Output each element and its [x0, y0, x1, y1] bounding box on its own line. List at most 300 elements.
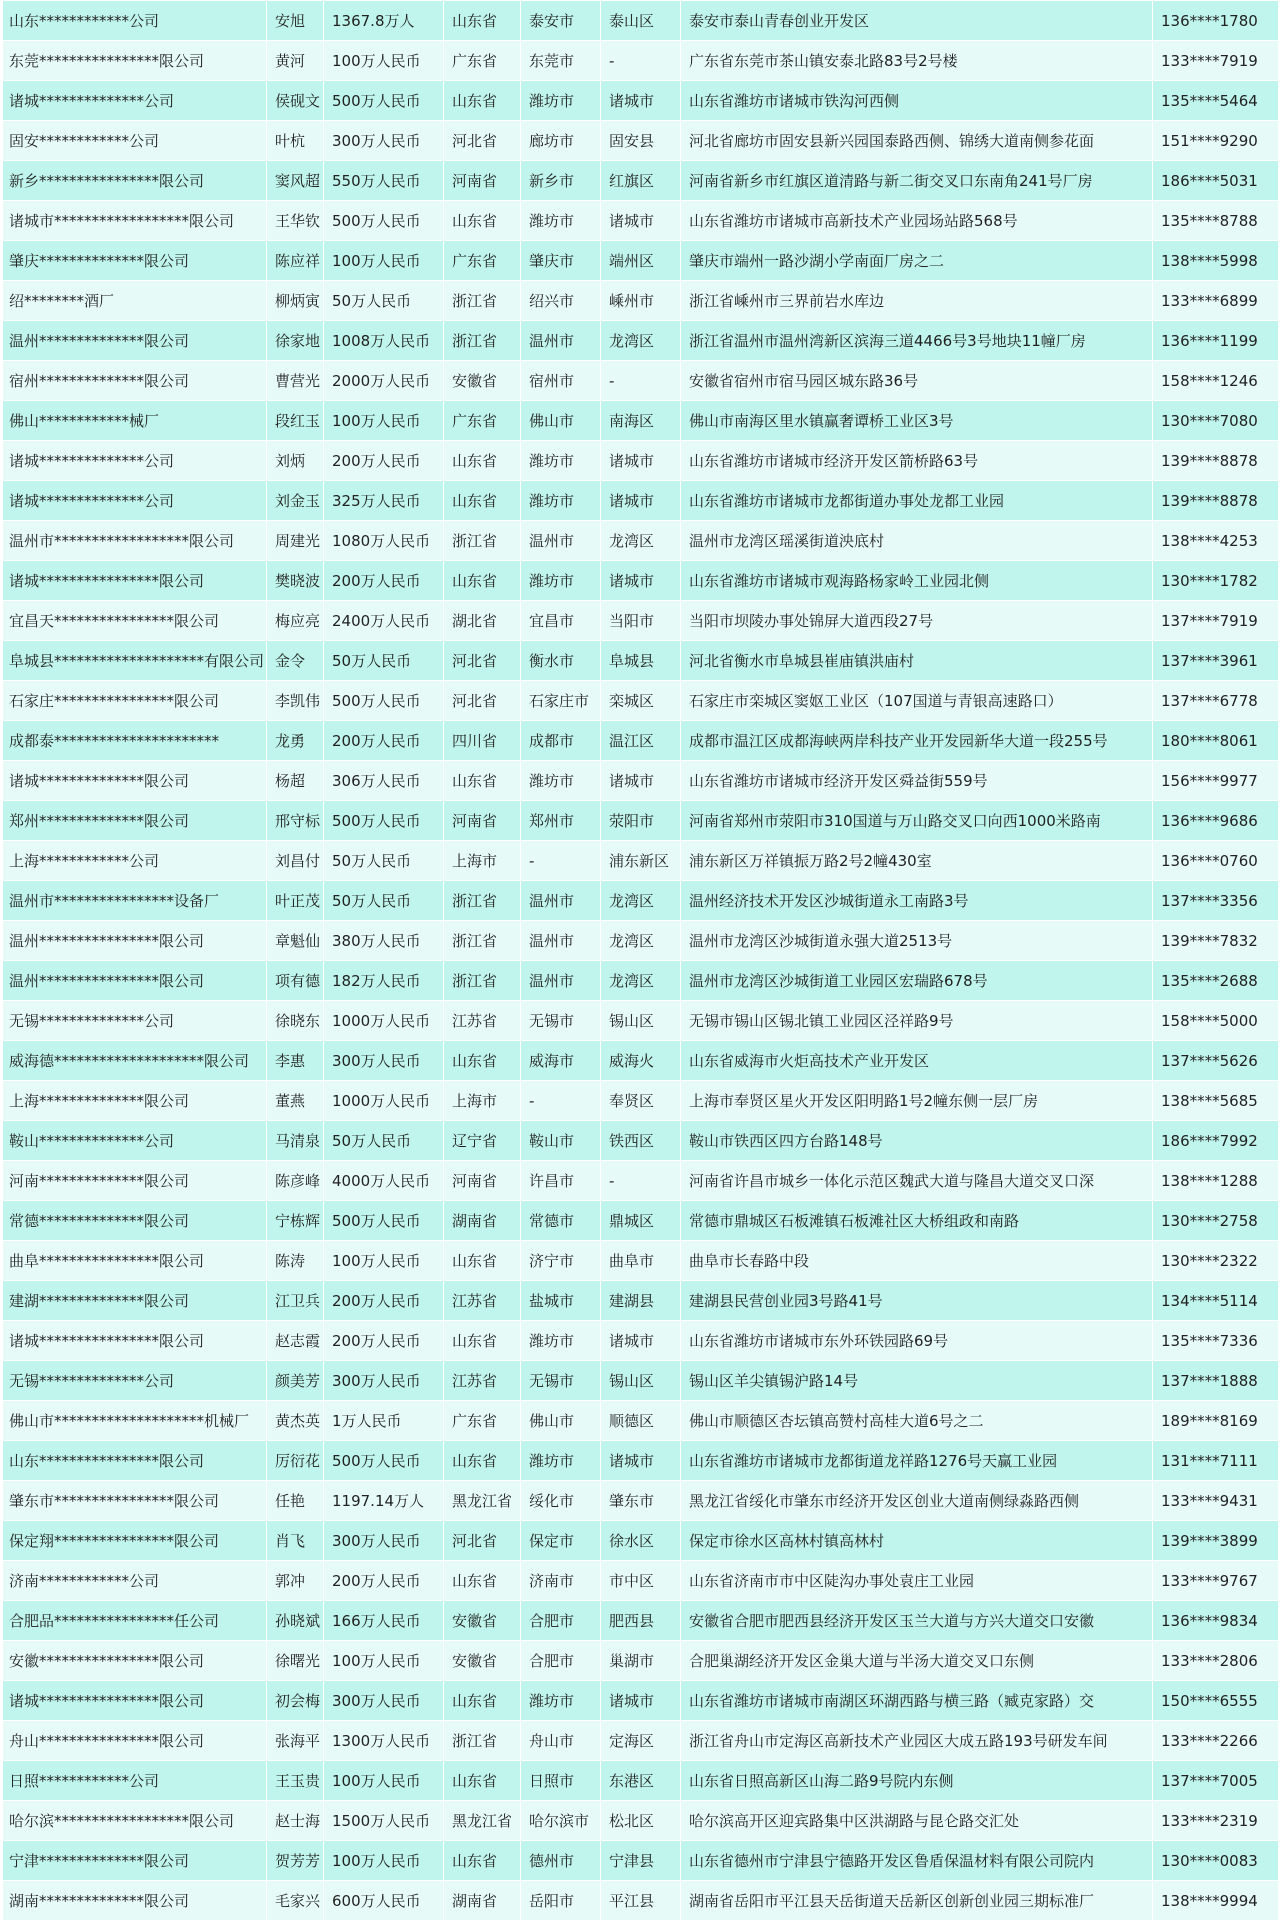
legal-person-cell: 李凯伟: [267, 681, 324, 721]
province-cell: 江苏省: [444, 1361, 521, 1401]
address-cell: 山东省日照高新区山海二路9号院内东侧: [681, 1761, 1153, 1801]
phone-cell: 131****7111: [1153, 1441, 1279, 1481]
table-row: [3, 361, 1279, 401]
province-cell: 广东省: [444, 241, 521, 281]
address-cell: 安徽省宿州市宿马园区城东路36号: [681, 361, 1153, 401]
company-name-cell: 诸城****************限公司: [3, 561, 267, 601]
phone-cell: 135****5464: [1153, 81, 1279, 121]
company-name-cell: 肇庆**************限公司: [3, 241, 267, 281]
registered-capital-cell: 1080万人民币: [324, 521, 444, 561]
registered-capital-cell: 500万人民币: [324, 681, 444, 721]
city-cell: 郑州市: [521, 801, 601, 841]
city-cell: 温州市: [521, 521, 601, 561]
table-row: [3, 81, 1279, 121]
legal-person-cell: 叶杭: [267, 121, 324, 161]
city-cell: 宜昌市: [521, 601, 601, 641]
city-cell: 佛山市: [521, 401, 601, 441]
city-cell: 石家庄市: [521, 681, 601, 721]
company-name-cell: 上海**************限公司: [3, 1081, 267, 1121]
company-name-cell: 河南**************限公司: [3, 1161, 267, 1201]
company-name-cell: 佛山************械厂: [3, 401, 267, 441]
address-cell: 山东省潍坊市诸城市龙都街道办事处龙都工业园: [681, 481, 1153, 521]
legal-person-cell: 杨超: [267, 761, 324, 801]
phone-cell: 134****5114: [1153, 1281, 1279, 1321]
company-name-cell: 诸城****************限公司: [3, 1681, 267, 1721]
phone-cell: 139****3899: [1153, 1521, 1279, 1561]
table-row: [3, 281, 1279, 321]
city-cell: 日照市: [521, 1761, 601, 1801]
province-cell: 浙江省: [444, 921, 521, 961]
district-cell: 龙湾区: [601, 321, 681, 361]
company-name-cell: 诸城****************限公司: [3, 1321, 267, 1361]
table-row: [3, 1281, 1279, 1321]
city-cell: 潍坊市: [521, 201, 601, 241]
company-name-cell: 日照************公司: [3, 1761, 267, 1801]
phone-cell: 189****8169: [1153, 1401, 1279, 1441]
city-cell: 岳阳市: [521, 1881, 601, 1921]
table-row: [3, 1481, 1279, 1521]
address-cell: 哈尔滨高开区迎宾路集中区洪湖路与昆仑路交汇处: [681, 1801, 1153, 1841]
address-cell: 山东省潍坊市诸城市东外环铁园路69号: [681, 1321, 1153, 1361]
table-row: [3, 1081, 1279, 1121]
phone-cell: 130****0083: [1153, 1841, 1279, 1881]
registered-capital-cell: 200万人民币: [324, 1561, 444, 1601]
table-row: [3, 1001, 1279, 1041]
phone-cell: 133****2266: [1153, 1721, 1279, 1761]
phone-cell: 133****6899: [1153, 281, 1279, 321]
city-cell: -: [521, 841, 601, 881]
legal-person-cell: 郭冲: [267, 1561, 324, 1601]
legal-person-cell: 柳炳寅: [267, 281, 324, 321]
district-cell: 龙湾区: [601, 921, 681, 961]
city-cell: 温州市: [521, 881, 601, 921]
table-row: [3, 1441, 1279, 1481]
phone-cell: 137****5626: [1153, 1041, 1279, 1081]
table-row: [3, 1401, 1279, 1441]
city-cell: 无锡市: [521, 1361, 601, 1401]
province-cell: 浙江省: [444, 281, 521, 321]
province-cell: 山东省: [444, 1041, 521, 1081]
city-cell: 成都市: [521, 721, 601, 761]
table-row: [3, 1761, 1279, 1801]
district-cell: 固安县: [601, 121, 681, 161]
table-row: [3, 1601, 1279, 1641]
district-cell: 栾城区: [601, 681, 681, 721]
district-cell: 顺德区: [601, 1401, 681, 1441]
phone-cell: 138****4253: [1153, 521, 1279, 561]
province-cell: 江苏省: [444, 1281, 521, 1321]
registered-capital-cell: 1300万人民币: [324, 1721, 444, 1761]
province-cell: 广东省: [444, 1401, 521, 1441]
district-cell: 诸城市: [601, 441, 681, 481]
province-cell: 山东省: [444, 1681, 521, 1721]
city-cell: 温州市: [521, 921, 601, 961]
province-cell: 山东省: [444, 201, 521, 241]
district-cell: 诸城市: [601, 481, 681, 521]
legal-person-cell: 刘昌付: [267, 841, 324, 881]
table-row: [3, 881, 1279, 921]
company-name-cell: 无锡**************公司: [3, 1001, 267, 1041]
province-cell: 山东省: [444, 1321, 521, 1361]
legal-person-cell: 赵志霞: [267, 1321, 324, 1361]
legal-person-cell: 肖飞: [267, 1521, 324, 1561]
company-name-cell: 山东************公司: [3, 1, 267, 41]
district-cell: 诸城市: [601, 761, 681, 801]
province-cell: 山东省: [444, 1561, 521, 1601]
legal-person-cell: 黄河: [267, 41, 324, 81]
company-name-cell: 绍********酒厂: [3, 281, 267, 321]
phone-cell: 138****5998: [1153, 241, 1279, 281]
registered-capital-cell: 1000万人民币: [324, 1081, 444, 1121]
table-row: [3, 481, 1279, 521]
legal-person-cell: 任艳: [267, 1481, 324, 1521]
district-cell: 巢湖市: [601, 1641, 681, 1681]
district-cell: 诸城市: [601, 1681, 681, 1721]
legal-person-cell: 陈涛: [267, 1241, 324, 1281]
phone-cell: 186****5031: [1153, 161, 1279, 201]
table-row: [3, 121, 1279, 161]
district-cell: 肇东市: [601, 1481, 681, 1521]
legal-person-cell: 陈应祥: [267, 241, 324, 281]
registered-capital-cell: 325万人民币: [324, 481, 444, 521]
phone-cell: 158****1246: [1153, 361, 1279, 401]
province-cell: 山东省: [444, 1841, 521, 1881]
province-cell: 安徽省: [444, 361, 521, 401]
legal-person-cell: 刘金玉: [267, 481, 324, 521]
company-name-cell: 郑州**************限公司: [3, 801, 267, 841]
province-cell: 四川省: [444, 721, 521, 761]
address-cell: 肇庆市端州一路沙湖小学南面厂房之二: [681, 241, 1153, 281]
city-cell: 盐城市: [521, 1281, 601, 1321]
phone-cell: 130****1782: [1153, 561, 1279, 601]
company-name-cell: 新乡****************限公司: [3, 161, 267, 201]
city-cell: 绥化市: [521, 1481, 601, 1521]
city-cell: 潍坊市: [521, 441, 601, 481]
legal-person-cell: 宁栋辉: [267, 1201, 324, 1241]
district-cell: 诸城市: [601, 201, 681, 241]
company-name-cell: 山东****************限公司: [3, 1441, 267, 1481]
legal-person-cell: 项有德: [267, 961, 324, 1001]
table-row: [3, 441, 1279, 481]
phone-cell: 133****2806: [1153, 1641, 1279, 1681]
table-row: [3, 1841, 1279, 1881]
phone-cell: 136****1780: [1153, 1, 1279, 41]
province-cell: 浙江省: [444, 321, 521, 361]
city-cell: 衡水市: [521, 641, 601, 681]
address-cell: 河南省郑州市荥阳市310国道与万山路交叉口向西1000米路南: [681, 801, 1153, 841]
phone-cell: 135****8788: [1153, 201, 1279, 241]
registered-capital-cell: 306万人民币: [324, 761, 444, 801]
city-cell: 合肥市: [521, 1641, 601, 1681]
table-row: [3, 1561, 1279, 1601]
legal-person-cell: 龙勇: [267, 721, 324, 761]
address-cell: 上海市奉贤区星火开发区阳明路1号2幢东侧一层厂房: [681, 1081, 1153, 1121]
address-cell: 佛山市南海区里水镇赢奢谭桥工业区3号: [681, 401, 1153, 441]
province-cell: 湖北省: [444, 601, 521, 641]
table-row: [3, 1801, 1279, 1841]
address-cell: 锡山区羊尖镇锡沪路14号: [681, 1361, 1153, 1401]
table-row: [3, 1121, 1279, 1161]
province-cell: 河北省: [444, 681, 521, 721]
legal-person-cell: 窦风超: [267, 161, 324, 201]
province-cell: 安徽省: [444, 1601, 521, 1641]
district-cell: 诸城市: [601, 1321, 681, 1361]
table-row: [3, 1161, 1279, 1201]
phone-cell: 133****9767: [1153, 1561, 1279, 1601]
registered-capital-cell: 500万人民币: [324, 801, 444, 841]
address-cell: 山东省济南市市中区陡沟办事处袁庄工业园: [681, 1561, 1153, 1601]
registered-capital-cell: 100万人民币: [324, 241, 444, 281]
province-cell: 山东省: [444, 1, 521, 41]
province-cell: 浙江省: [444, 961, 521, 1001]
registered-capital-cell: 1万人民币: [324, 1401, 444, 1441]
district-cell: 锡山区: [601, 1361, 681, 1401]
registered-capital-cell: 50万人民币: [324, 881, 444, 921]
address-cell: 泰安市泰山青春创业开发区: [681, 1, 1153, 41]
company-name-cell: 温州****************限公司: [3, 961, 267, 1001]
registered-capital-cell: 100万人民币: [324, 1241, 444, 1281]
company-name-cell: 舟山****************限公司: [3, 1721, 267, 1761]
table-row: [3, 1321, 1279, 1361]
company-name-cell: 宁津**************限公司: [3, 1841, 267, 1881]
province-cell: 山东省: [444, 561, 521, 601]
address-cell: 佛山市顺德区杏坛镇高赞村高桂大道6号之二: [681, 1401, 1153, 1441]
registered-capital-cell: 300万人民币: [324, 1681, 444, 1721]
legal-person-cell: 徐晓东: [267, 1001, 324, 1041]
city-cell: 潍坊市: [521, 761, 601, 801]
address-cell: 山东省潍坊市诸城市高新技术产业园场站路568号: [681, 201, 1153, 241]
district-cell: 当阳市: [601, 601, 681, 641]
province-cell: 山东省: [444, 1241, 521, 1281]
registered-capital-cell: 380万人民币: [324, 921, 444, 961]
registered-capital-cell: 300万人民币: [324, 1521, 444, 1561]
city-cell: 宿州市: [521, 361, 601, 401]
address-cell: 河北省衡水市阜城县崔庙镇洪庙村: [681, 641, 1153, 681]
registered-capital-cell: 50万人民币: [324, 641, 444, 681]
address-cell: 山东省潍坊市诸城市经济开发区舜益街559号: [681, 761, 1153, 801]
registered-capital-cell: 1000万人民币: [324, 1001, 444, 1041]
legal-person-cell: 初会梅: [267, 1681, 324, 1721]
address-cell: 当阳市坝陵办事处锦屏大道西段27号: [681, 601, 1153, 641]
table-row: [3, 1521, 1279, 1561]
table-row: [3, 601, 1279, 641]
company-name-cell: 建湖**************限公司: [3, 1281, 267, 1321]
phone-cell: 137****3356: [1153, 881, 1279, 921]
city-cell: 合肥市: [521, 1601, 601, 1641]
address-cell: 温州经济技术开发区沙城街道永工南路3号: [681, 881, 1153, 921]
city-cell: 常德市: [521, 1201, 601, 1241]
table-row: [3, 721, 1279, 761]
company-name-cell: 诸城市******************限公司: [3, 201, 267, 241]
registered-capital-cell: 2400万人民币: [324, 601, 444, 641]
city-cell: 廊坊市: [521, 121, 601, 161]
province-cell: 河北省: [444, 1521, 521, 1561]
phone-cell: 138****9994: [1153, 1881, 1279, 1921]
district-cell: 红旗区: [601, 161, 681, 201]
province-cell: 山东省: [444, 441, 521, 481]
address-cell: 石家庄市栾城区窦妪工业区（107国道与青银高速路口）: [681, 681, 1153, 721]
province-cell: 黑龙江省: [444, 1801, 521, 1841]
table-row: [3, 321, 1279, 361]
registered-capital-cell: 100万人民币: [324, 1641, 444, 1681]
address-cell: 山东省潍坊市诸城市观海路杨家岭工业园北侧: [681, 561, 1153, 601]
legal-person-cell: 陈彦峰: [267, 1161, 324, 1201]
address-cell: 浙江省舟山市定海区高新技术产业园区大成五路193号研发车间: [681, 1721, 1153, 1761]
city-cell: 潍坊市: [521, 561, 601, 601]
city-cell: 温州市: [521, 961, 601, 1001]
phone-cell: 139****8878: [1153, 441, 1279, 481]
phone-cell: 130****7080: [1153, 401, 1279, 441]
province-cell: 浙江省: [444, 521, 521, 561]
province-cell: 湖南省: [444, 1881, 521, 1921]
district-cell: 平江县: [601, 1881, 681, 1921]
district-cell: 肥西县: [601, 1601, 681, 1641]
province-cell: 山东省: [444, 761, 521, 801]
table-row: [3, 961, 1279, 1001]
table-row: [3, 1201, 1279, 1241]
city-cell: 许昌市: [521, 1161, 601, 1201]
district-cell: 威海火: [601, 1041, 681, 1081]
company-name-cell: 上海************公司: [3, 841, 267, 881]
city-cell: 东莞市: [521, 41, 601, 81]
province-cell: 广东省: [444, 401, 521, 441]
table-row: [3, 401, 1279, 441]
phone-cell: 139****7832: [1153, 921, 1279, 961]
registered-capital-cell: 1008万人民币: [324, 321, 444, 361]
registered-capital-cell: 300万人民币: [324, 1361, 444, 1401]
registered-capital-cell: 550万人民币: [324, 161, 444, 201]
company-name-cell: 宜昌天****************限公司: [3, 601, 267, 641]
district-cell: 徐水区: [601, 1521, 681, 1561]
address-cell: 山东省潍坊市诸城市经济开发区箭桥路63号: [681, 441, 1153, 481]
district-cell: 温江区: [601, 721, 681, 761]
legal-person-cell: 侯砚文: [267, 81, 324, 121]
address-cell: 曲阜市长春路中段: [681, 1241, 1153, 1281]
registered-capital-cell: 200万人民币: [324, 561, 444, 601]
city-cell: 潍坊市: [521, 1321, 601, 1361]
province-cell: 安徽省: [444, 1641, 521, 1681]
address-cell: 建湖县民营创业园3号路41号: [681, 1281, 1153, 1321]
registered-capital-cell: 1367.8万人: [324, 1, 444, 41]
legal-person-cell: 贺芳芳: [267, 1841, 324, 1881]
phone-cell: 137****6778: [1153, 681, 1279, 721]
legal-person-cell: 王玉贵: [267, 1761, 324, 1801]
table-row: [3, 641, 1279, 681]
company-name-cell: 温州**************限公司: [3, 321, 267, 361]
province-cell: 浙江省: [444, 881, 521, 921]
company-name-cell: 成都泰**********************: [3, 721, 267, 761]
legal-person-cell: 周建光: [267, 521, 324, 561]
province-cell: 河南省: [444, 1161, 521, 1201]
registered-capital-cell: 500万人民币: [324, 201, 444, 241]
legal-person-cell: 叶正茂: [267, 881, 324, 921]
city-cell: 潍坊市: [521, 1681, 601, 1721]
address-cell: 山东省威海市火炬高技术产业开发区: [681, 1041, 1153, 1081]
phone-cell: 139****8878: [1153, 481, 1279, 521]
company-name-cell: 温州****************限公司: [3, 921, 267, 961]
address-cell: 温州市龙湾区沙城街道永强大道2513号: [681, 921, 1153, 961]
phone-cell: 137****3961: [1153, 641, 1279, 681]
legal-person-cell: 张海平: [267, 1721, 324, 1761]
phone-cell: 186****7992: [1153, 1121, 1279, 1161]
district-cell: 锡山区: [601, 1001, 681, 1041]
city-cell: 威海市: [521, 1041, 601, 1081]
city-cell: 济南市: [521, 1561, 601, 1601]
registered-capital-cell: 600万人民币: [324, 1881, 444, 1921]
phone-cell: 133****2319: [1153, 1801, 1279, 1841]
province-cell: 广东省: [444, 41, 521, 81]
company-name-cell: 诸城**************公司: [3, 441, 267, 481]
registered-capital-cell: 1500万人民币: [324, 1801, 444, 1841]
table-row: [3, 1, 1279, 41]
legal-person-cell: 曹营光: [267, 361, 324, 401]
province-cell: 黑龙江省: [444, 1481, 521, 1521]
address-cell: 河南省新乡市红旗区道清路与新二街交叉口东南角241号厂房: [681, 161, 1153, 201]
table-row: [3, 1641, 1279, 1681]
city-cell: 潍坊市: [521, 1441, 601, 1481]
company-name-cell: 阜城县********************有限公司: [3, 641, 267, 681]
province-cell: 河北省: [444, 641, 521, 681]
registered-capital-cell: 1197.14万人: [324, 1481, 444, 1521]
phone-cell: 130****2322: [1153, 1241, 1279, 1281]
phone-cell: 133****7919: [1153, 41, 1279, 81]
registered-capital-cell: 200万人民币: [324, 721, 444, 761]
legal-person-cell: 金令: [267, 641, 324, 681]
district-cell: 嵊州市: [601, 281, 681, 321]
district-cell: 建湖县: [601, 1281, 681, 1321]
address-cell: 保定市徐水区高林村镇高林村: [681, 1521, 1153, 1561]
company-name-cell: 常德**************限公司: [3, 1201, 267, 1241]
company-name-cell: 肇东市****************限公司: [3, 1481, 267, 1521]
city-cell: 保定市: [521, 1521, 601, 1561]
table-row: [3, 1721, 1279, 1761]
registered-capital-cell: 166万人民币: [324, 1601, 444, 1641]
phone-cell: 135****2688: [1153, 961, 1279, 1001]
table-row: [3, 521, 1279, 561]
company-name-cell: 鞍山**************公司: [3, 1121, 267, 1161]
phone-cell: 136****0760: [1153, 841, 1279, 881]
city-cell: 潍坊市: [521, 481, 601, 521]
address-cell: 河南省许昌市城乡一体化示范区魏武大道与隆昌大道交叉口深: [681, 1161, 1153, 1201]
company-name-cell: 宿州**************限公司: [3, 361, 267, 401]
district-cell: 松北区: [601, 1801, 681, 1841]
table-row: [3, 1681, 1279, 1721]
address-cell: 浦东新区万祥镇振万路2号2幢430室: [681, 841, 1153, 881]
district-cell: 鼎城区: [601, 1201, 681, 1241]
legal-person-cell: 颜美芳: [267, 1361, 324, 1401]
company-name-cell: 威海德********************限公司: [3, 1041, 267, 1081]
legal-person-cell: 赵士海: [267, 1801, 324, 1841]
registered-capital-cell: 2000万人民币: [324, 361, 444, 401]
province-cell: 山东省: [444, 1441, 521, 1481]
district-cell: 诸城市: [601, 81, 681, 121]
district-cell: -: [601, 361, 681, 401]
phone-cell: 138****5685: [1153, 1081, 1279, 1121]
city-cell: 新乡市: [521, 161, 601, 201]
legal-person-cell: 段红玉: [267, 401, 324, 441]
registered-capital-cell: 200万人民币: [324, 1321, 444, 1361]
table-row: [3, 921, 1279, 961]
district-cell: 市中区: [601, 1561, 681, 1601]
phone-cell: 156****9977: [1153, 761, 1279, 801]
province-cell: 上海市: [444, 841, 521, 881]
district-cell: 铁西区: [601, 1121, 681, 1161]
district-cell: 诸城市: [601, 561, 681, 601]
address-cell: 浙江省嵊州市三界前岩水库边: [681, 281, 1153, 321]
address-cell: 山东省德州市宁津县宁德路开发区鲁盾保温材料有限公司院内: [681, 1841, 1153, 1881]
company-name-cell: 温州市****************设备厂: [3, 881, 267, 921]
phone-cell: 133****9431: [1153, 1481, 1279, 1521]
